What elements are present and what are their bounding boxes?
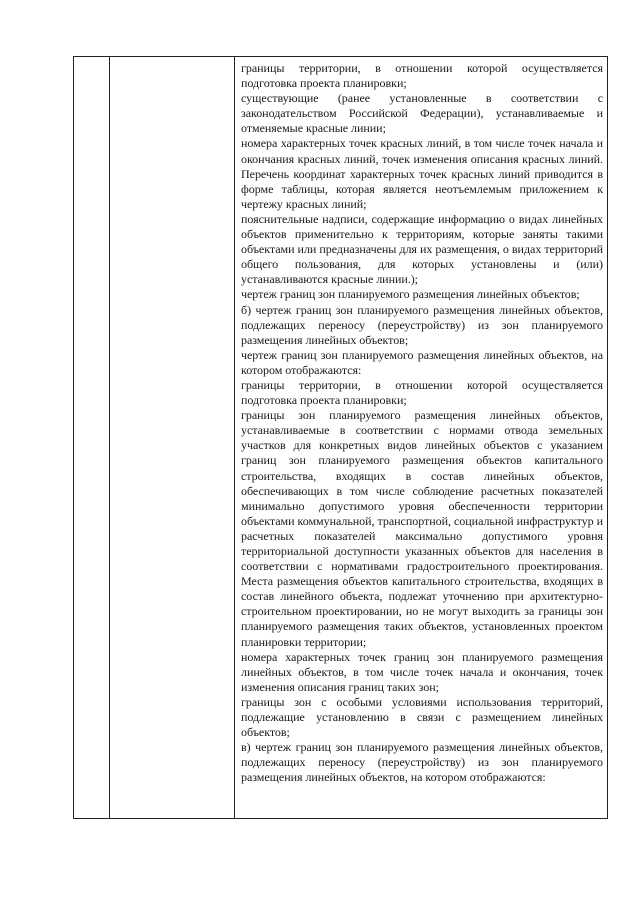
paragraph: б) чертеж границ зон планируемого размещения линейных объектов, подлежащих переносу (переустройству) из зон планируемого размещения линейных объектов; bbox=[241, 302, 603, 347]
paragraph: пояснительные надписи, содержащие информацию о видах линейных объектов применительно к территориям, которые заняты такими объектами или предназначены для их размещения, о видах территорий общего пользования, для которых установлены и (или) устанавливаются красные линии.); bbox=[241, 211, 603, 287]
table-cell-number bbox=[74, 57, 110, 818]
paragraph: границы территории, в отношении которой осуществляется подготовка проекта планировки; bbox=[241, 61, 603, 91]
paragraph: чертеж границ зон планируемого размещения линейных объектов; bbox=[241, 287, 580, 302]
paragraph: границы зон планируемого размещения линейных объектов, устанавливаемые в соответствии с нормами отвода земельных участков для конкретных видов линейных объектов с указанием границ зон планируемого размещения объектов капитального строительства, входящих в состав линейных объектов, обеспечивающих в том числе соблюдение расчетных показателей минимально допустимого уровня обеспеченности территории объектами коммунальной, транспортной, социальной инфраструктур и расчетных показателей максимально допустимого уровня территориальной доступности указанных объектов для населения в соответствии с нормативами градостроительного проектирования. Места размещения объектов капитального строительства, входящих в состав линейного объекта, подлежат уточнению при архитектурно-строительном проектировании, но не могут выходить за границы зон планируемого размещения таких объектов, установленных проектом планировки территории; bbox=[241, 408, 603, 649]
paragraph: номера характерных точек границ зон планируемого размещения линейных объектов, в том числе точек начала и окончания, точек изменения описания границ таких зон; bbox=[241, 649, 603, 694]
table-cell-name bbox=[110, 57, 235, 818]
paragraph: в) чертеж границ зон планируемого размещения линейных объектов, подлежащих переносу (переустройству) из зон планируемого размещения линейных объектов, на котором отображаются: bbox=[241, 740, 603, 785]
paragraph: номера характерных точек красных линий, в том числе точек начала и окончания красных линий, точек изменения описания красных линий. Перечень координат характерных точек красных линий приводится в форме таблицы, которая является неотъемлемым приложением к чертежу красных линий; bbox=[241, 136, 603, 211]
paragraph: границы территории, в отношении которой осуществляется подготовка проекта планировки; bbox=[241, 377, 603, 408]
paragraph: чертеж границ зон планируемого размещения линейных объектов, на котором отображаются: bbox=[241, 347, 603, 377]
paragraph: границы зон с особыми условиями использования территорий, подлежащие установлению в связи с размещением линейных объектов; bbox=[241, 694, 603, 740]
document-table bbox=[73, 56, 608, 819]
paragraph: существующие (ранее установленные в соответствии с законодательством Российской Федерации), устанавливаемые и отменяемые красные линии; bbox=[241, 91, 603, 136]
table-cell-content bbox=[235, 57, 607, 818]
